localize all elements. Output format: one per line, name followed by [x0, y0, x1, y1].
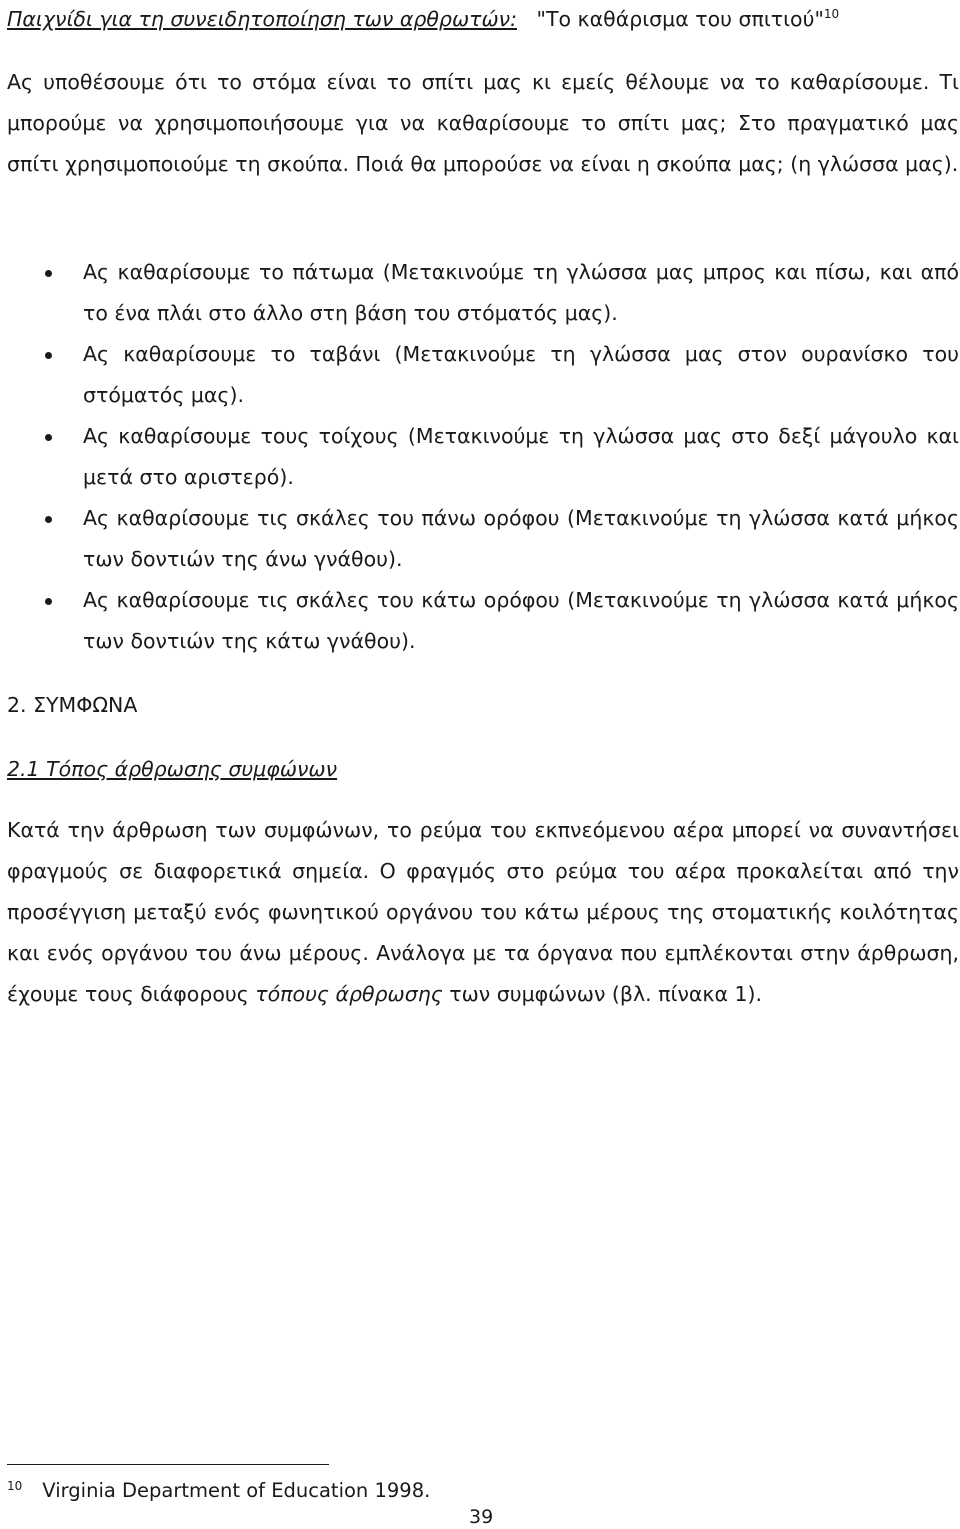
- list-item: [7, 416, 959, 498]
- title-italic-label: Παιχνίδι για τη συνειδητοποίηση των αρθρωτών:: [7, 7, 517, 31]
- exercise-list: [7, 252, 959, 662]
- footnote-divider: [7, 1464, 329, 1465]
- footnote-text: Virginia Department of Education 1998.: [42, 1479, 431, 1502]
- list-item: [7, 252, 959, 334]
- body-text-start: Κατά την άρθρωση των συμφώνων, το ρεύμα του εκπνεόμενου αέρα μπορεί να συναντήσει φραγμούς σε διαφορετικά σημεία. Ο φραγμός στο ρεύμα του αέρα προκαλείται από την προσέγγιση μεταξύ ενός φωνητικού οργάνου του κάτω μέρους της στοματικής κοιλότητας και ενός οργάνου του άνω μέρους. Ανάλογα με τα όργανα που εμπλέκονται στην άρθρωση, έχουμε τους διάφορους: [7, 818, 959, 1006]
- list-item-text: Ας καθαρίσουμε το πάτωμα (Μετακινούμε τη γλώσσα μας μπρος και πίσω, και από το ένα πλάι στο άλλο στη βάση του στόματός μας).: [83, 260, 959, 325]
- list-item: [7, 334, 959, 416]
- page-number: 39: [469, 1506, 494, 1528]
- body-paragraph: [7, 810, 959, 1015]
- bullet-icon: [45, 598, 52, 605]
- list-item-text: Ας καθαρίσουμε τις σκάλες του πάνω ορόφου (Μετακινούμε τη γλώσσα κατά μήκος των δοντιών της άνω γνάθου).: [83, 506, 959, 571]
- subsection-heading: 2.1 Τόπος άρθρωσης συμφώνων: [7, 757, 338, 781]
- section-heading: 2. ΣΥΜΦΩΝΑ: [7, 693, 138, 717]
- title-quote: [537, 7, 840, 31]
- bullet-icon: [45, 434, 52, 441]
- footnote: [7, 1476, 430, 1506]
- body-text-end: των συμφώνων (βλ. πίνακα 1).: [442, 982, 763, 1006]
- footnote-number: 10: [7, 1478, 23, 1493]
- list-item: [7, 498, 959, 580]
- bullet-icon: [45, 352, 52, 359]
- game-title: [7, 4, 839, 34]
- intro-paragraph: Ας υποθέσουμε ότι το στόμα είναι το σπίτι μας κι εμείς θέλουμε να το καθαρίσουμε. Τι μπορούμε να χρησιμοποιήσουμε για να καθαρίσουμε το σπίτι μας; Στο πραγματικό μας σπίτι χρησιμοποιούμε τη σκούπα. Ποιά θα μπορούσε να είναι η σκούπα μας; (η γλώσσα μας).: [7, 70, 959, 176]
- bullet-icon: [45, 516, 52, 523]
- title-quote-text: "Το καθάρισμα του σπιτιού": [536, 7, 824, 31]
- footnote-reference: 10: [823, 7, 840, 22]
- list-item: [7, 580, 959, 662]
- body-italic-term: τόπους άρθρωσης: [255, 982, 443, 1006]
- bullet-icon: [45, 270, 52, 277]
- list-item-text: Ας καθαρίσουμε τις σκάλες του κάτω ορόφου (Μετακινούμε τη γλώσσα κατά μήκος των δοντιών της κάτω γνάθου).: [83, 588, 959, 653]
- list-item-text: Ας καθαρίσουμε τους τοίχους (Μετακινούμε τη γλώσσα μας στο δεξί μάγουλο και μετά στο αριστερό).: [83, 424, 959, 489]
- list-item-text: Ας καθαρίσουμε το ταβάνι (Μετακινούμε τη γλώσσα μας στον ουρανίσκο του στόματός μας).: [83, 342, 959, 407]
